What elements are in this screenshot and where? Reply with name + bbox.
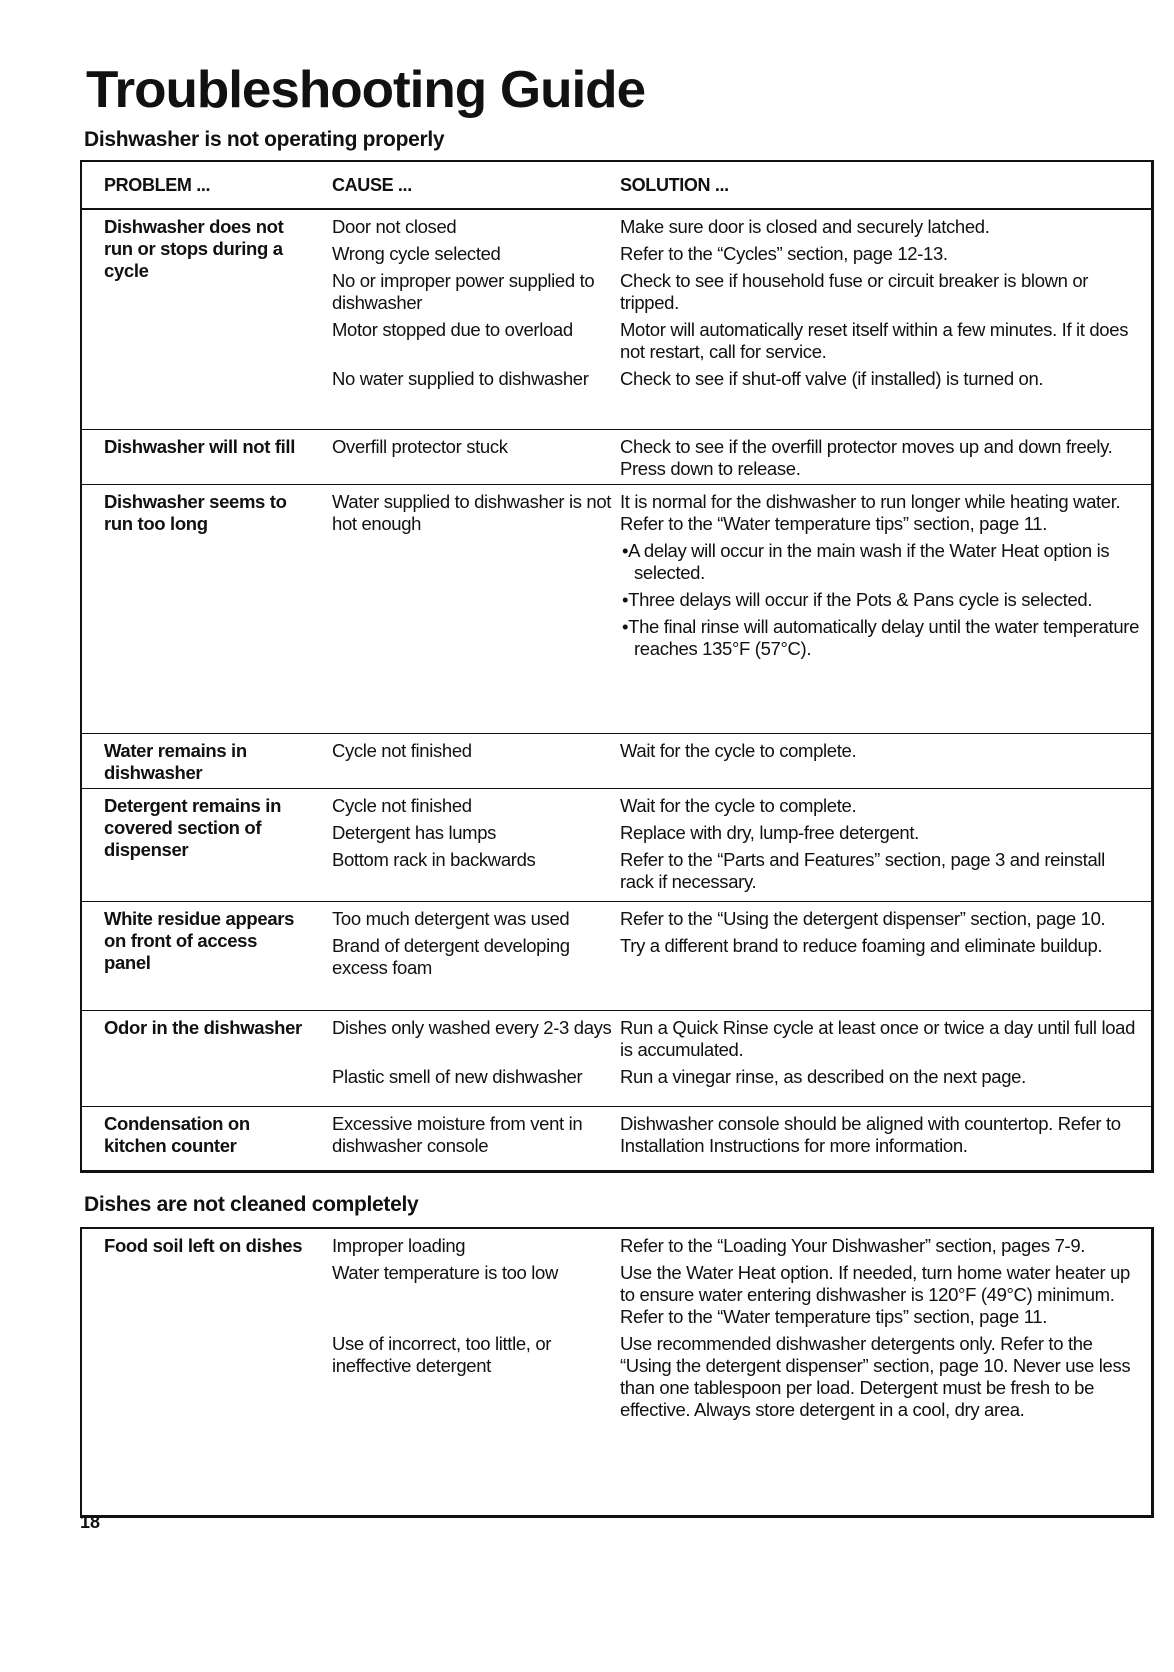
problem-text: Dishwasher will not fill: [104, 436, 296, 457]
solution-cell: [620, 1017, 1141, 1061]
bullet-icon: •: [622, 616, 629, 637]
solution-text: Check to see if the overfill protector moves up and down freely. Press down to release.: [620, 436, 1113, 479]
solution-text: Dishwasher console should be aligned with countertop. Refer to Installation Instructions for more information.: [620, 1113, 1121, 1156]
cause-solution-pair: [332, 822, 1141, 844]
solution-text: Use recommended dishwasher detergents only. Refer to the “Using the detergent dispenser” section, page 10. Never use less than one tablespoon per load. Detergent must be fresh to be effective. Always store detergent in a cool, dry area.: [620, 1333, 1131, 1420]
bullet-icon: •: [622, 540, 629, 561]
solution-cell: [620, 436, 1141, 480]
problem-text: Condensation on kitchen counter: [104, 1113, 250, 1156]
solution-cell: [620, 822, 1141, 844]
cause-text: Too much detergent was used: [332, 908, 570, 929]
cause-text: Use of incorrect, too little, or ineffective detergent: [332, 1333, 552, 1376]
table-row: [82, 1010, 1151, 1106]
table-row: [82, 429, 1151, 484]
cause-text: Water temperature is too low: [332, 1262, 558, 1283]
cause-text: Cycle not finished: [332, 795, 472, 816]
solution-cell: [620, 1235, 1141, 1257]
problem-text: Dishwasher seems to run too long: [104, 491, 287, 534]
solution-text: Try a different brand to reduce foaming and eliminate buildup.: [620, 935, 1103, 956]
cause-text: Detergent has lumps: [332, 822, 497, 843]
solution-bullet: [620, 540, 1141, 584]
solution-cell: [620, 849, 1141, 893]
cause-solution-pair: [332, 1113, 1141, 1157]
solution-text: Use the Water Heat option. If needed, turn home water heater up to ensure water entering dishwasher is 120°F (49°C) minimum. Refer to the “Water temperature tips” section, page 11.: [620, 1262, 1130, 1327]
bullet-text: Three delays will occur if the Pots & Pans cycle is selected.: [628, 589, 1093, 610]
page-number: 18: [80, 1512, 101, 1532]
cause-text: Brand of detergent developing excess foam: [332, 935, 570, 978]
cause-solution-pair: [332, 491, 1141, 660]
bullet-icon: •: [622, 589, 629, 610]
solution-text: Wait for the cycle to complete.: [620, 740, 857, 761]
cause-text: Motor stopped due to overload: [332, 319, 573, 340]
solution-cell: [620, 935, 1141, 979]
page-title: Troubleshooting Guide: [86, 61, 646, 119]
cause-solution-pair: [332, 1262, 1141, 1328]
cause-text: Cycle not finished: [332, 740, 472, 761]
cause-solution-pair: [332, 319, 1141, 363]
column-header-solution: SOLUTION ...: [620, 175, 729, 195]
cause-solution-pair: [332, 908, 1141, 930]
problem-text: Odor in the dishwasher: [104, 1017, 302, 1038]
section-heading: Dishes are not cleaned completely: [84, 1193, 419, 1216]
table-row: [82, 1106, 1151, 1170]
table-row: [82, 788, 1151, 901]
cause-text: Bottom rack in backwards: [332, 849, 536, 870]
solution-cell: [620, 795, 1141, 817]
solution-text: Motor will automatically reset itself within a few minutes. If it does not restart, call for service.: [620, 319, 1129, 362]
cause-solution-pair: [332, 1017, 1141, 1061]
solution-text: Wait for the cycle to complete.: [620, 795, 857, 816]
solution-cell: [620, 1333, 1141, 1421]
cause-text: Overfill protector stuck: [332, 436, 508, 457]
column-header-problem: PROBLEM ...: [104, 175, 211, 195]
cause-solution-list: [332, 491, 1141, 665]
cause-solution-list: [332, 908, 1141, 984]
cause-text: Improper loading: [332, 1235, 466, 1256]
solution-bullet: [620, 616, 1141, 660]
cause-solution-pair: [332, 1066, 1141, 1088]
problem-text: Dishwasher does not run or stops during a cycle: [104, 216, 284, 281]
cause-text: Excessive moisture from vent in dishwasher console: [332, 1113, 583, 1156]
cause-text: Water supplied to dishwasher is not hot enough: [332, 491, 612, 534]
cause-solution-pair: [332, 1333, 1141, 1421]
solution-text: Refer to the “Cycles” section, page 12-13.: [620, 243, 948, 264]
cause-text: Door not closed: [332, 216, 457, 237]
cause-text: Dishes only washed every 2-3 days: [332, 1017, 612, 1038]
solution-cell: [620, 243, 1141, 265]
solution-text: Refer to the “Using the detergent dispenser” section, page 10.: [620, 908, 1106, 929]
cause-solution-pair: [332, 795, 1141, 817]
table-row: [82, 733, 1151, 788]
cause-solution-list: [332, 1235, 1141, 1426]
cause-solution-list: [332, 436, 1141, 485]
table-header-row: [82, 162, 1151, 210]
solution-text: Refer to the “Parts and Features” section, page 3 and reinstall rack if necessary.: [620, 849, 1105, 892]
cause-solution-pair: [332, 740, 1141, 762]
problem-text: White residue appears on front of access panel: [104, 908, 295, 973]
cause-solution-pair: [332, 1235, 1141, 1257]
problem-text: Food soil left on dishes: [104, 1235, 303, 1256]
solution-text: Replace with dry, lump-free detergent.: [620, 822, 919, 843]
cause-solution-list: [332, 740, 1141, 767]
cause-solution-pair: [332, 935, 1141, 979]
bullet-text: The final rinse will automatically delay until the water temperature reaches 135°F (57°C).: [628, 616, 1140, 659]
cause-solution-pair: [332, 436, 1141, 480]
solution-cell: [620, 1113, 1141, 1157]
cause-solution-pair: [332, 216, 1141, 238]
problem-text: Detergent remains in covered section of dispenser: [104, 795, 282, 860]
solution-cell: [620, 270, 1141, 314]
solution-text: Run a Quick Rinse cycle at least once or twice a day until full load is accumulated.: [620, 1017, 1136, 1060]
troubleshooting-table: [80, 1227, 1154, 1518]
solution-text: It is normal for the dishwasher to run longer while heating water. Refer to the “Water temperature tips” section, page 11.: [620, 491, 1121, 534]
cause-text: No water supplied to dishwasher: [332, 368, 589, 389]
cause-solution-list: [332, 216, 1141, 395]
table-row: [82, 484, 1151, 733]
cause-solution-pair: [332, 243, 1141, 265]
solution-text: Check to see if household fuse or circuit breaker is blown or tripped.: [620, 270, 1089, 313]
cause-solution-list: [332, 1113, 1141, 1162]
solution-cell: [620, 908, 1141, 930]
solution-text: Make sure door is closed and securely latched.: [620, 216, 990, 237]
solution-cell: [620, 1262, 1141, 1328]
solution-cell: [620, 740, 1141, 762]
table-row: [82, 210, 1151, 429]
cause-text: Plastic smell of new dishwasher: [332, 1066, 583, 1087]
cause-solution-pair: [332, 368, 1141, 390]
solution-text: Run a vinegar rinse, as described on the next page.: [620, 1066, 1026, 1087]
cause-text: Wrong cycle selected: [332, 243, 501, 264]
solution-cell: [620, 1066, 1141, 1088]
problem-text: Water remains in dishwasher: [104, 740, 247, 783]
solution-bullet: [620, 589, 1141, 611]
cause-solution-pair: [332, 270, 1141, 314]
solution-cell: [620, 368, 1141, 390]
cause-solution-list: [332, 1017, 1141, 1093]
solution-cell: [620, 319, 1141, 363]
section-heading: Dishwasher is not operating properly: [84, 128, 445, 151]
troubleshooting-table: [80, 160, 1154, 1173]
cause-solution-list: [332, 795, 1141, 898]
table-row: [82, 1229, 1151, 1515]
table-row: [82, 901, 1151, 1010]
solution-cell: [620, 216, 1141, 238]
solution-cell: [620, 491, 1141, 660]
cause-text: No or improper power supplied to dishwasher: [332, 270, 595, 313]
bullet-text: A delay will occur in the main wash if the Water Heat option is selected.: [628, 540, 1110, 583]
solution-text: Check to see if shut-off valve (if installed) is turned on.: [620, 368, 1044, 389]
solution-text: Refer to the “Loading Your Dishwasher” section, pages 7-9.: [620, 1235, 1086, 1256]
cause-solution-pair: [332, 849, 1141, 893]
column-header-cause: CAUSE ...: [332, 175, 412, 195]
